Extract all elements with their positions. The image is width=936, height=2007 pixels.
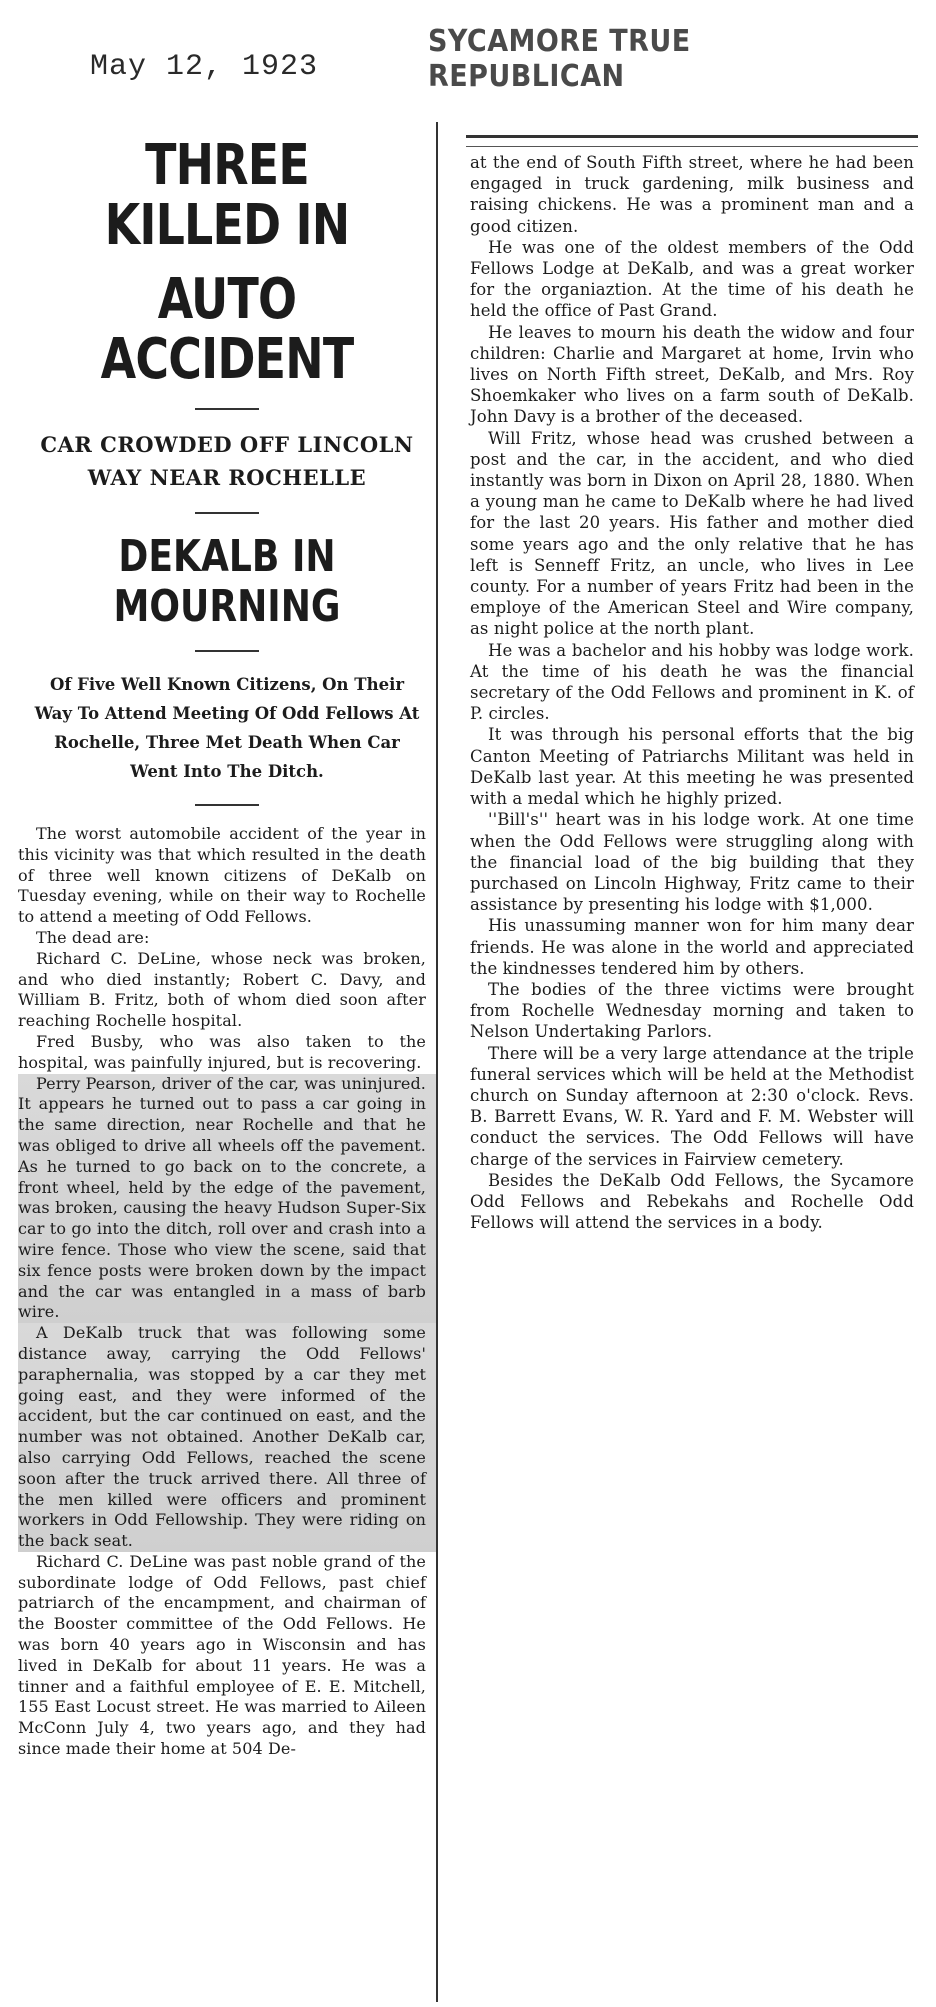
publication-date: May 12, 1923	[90, 50, 319, 84]
paragraph: There will be a very large attendance at the triple funeral services which will be held at the Methodist church on Sunday afternoon at 2:30 o'clock. Revs. B. Barrett Evans, W. R. Yard and F. M. Webster will conduct the services. The Odd Fellows will have charge of the services in Fairview cemetery.	[470, 1043, 914, 1169]
headline-line-1: THREE KILLED IN	[104, 133, 350, 258]
paragraph: Besides the DeKalb Odd Fellows, the Sycamore Odd Fellows and Rebekahs and Rochelle Odd Fellows will attend the services in a body.	[470, 1170, 914, 1233]
paragraph: He was one of the oldest members of the Odd Fellows Lodge at DeKalb, and was a great worker for the organiaztion. At the time of his death he held the office of Past Grand.	[470, 237, 914, 321]
paragraph: He leaves to mourn his death the widow and four children: Charlie and Margaret at home, Irvin who lives on North Fifth street, DeKalb, and Mrs. Roy Shoemkaker who lives on a farm south of DeKalb. John Davy is a brother of the deceased.	[470, 322, 914, 427]
headline-divider	[195, 408, 259, 410]
paragraph: His unassuming manner won for him many dear friends. He was alone in the world and appreciated the kindnesses tendered him by others.	[470, 916, 914, 978]
subhead-line-1: CAR CROWDED OFF LINCOLN	[40, 432, 414, 457]
deck-divider	[195, 804, 259, 806]
paragraph: Perry Pearson, driver of the car, was uninjured. It appears he turned out to pass a car going in the same direction, near Rochelle and that he was obliged to drive all wheels off the pavement. As he turned to go back on to the concrete, a front wheel, held by the edge of the pavement, was broken, causing the heavy Hudson Super-Six car to go into the ditch, roll over and crash into a wire fence. Those who view the scene, said that six fence posts were broken down by the impact and the car was entangled in a mass of barb wire.	[18, 1074, 436, 1324]
article-column-right	[470, 122, 914, 2002]
paragraph: A DeKalb truck that was following some distance away, carrying the Odd Fellows' paraphernalia, was stopped by a car they met going east, and they were informed of the accident, but the car continued on east, and the number was not obtained. Another DeKalb car, also carrying Odd Fellows, reached the scene soon after the truck arrived there. All three of the men killed were officers and prominent workers in Odd Fellowship. They were riding on the back seat.	[18, 1323, 436, 1552]
paragraph: Richard C. DeLine, whose neck was broken, and who died instantly; Robert C. Davy, and William B. Fritz, both of whom died soon after reaching Rochelle hospital.	[18, 948, 426, 1031]
headline-deck: Of Five Well Known Citizens, On Their Way To Attend Meeting Of Odd Fellows At Rochelle, Three Met Death When Car Went Into The Ditch.	[34, 675, 420, 781]
paragraph: Fred Busby, who was also taken to the hospital, was painfully injured, but is recovering.	[18, 1031, 426, 1072]
paragraph: The bodies of the three victims were brought from Rochelle Wednesday morning and taken to Nelson Undertaking Parlors.	[470, 979, 914, 1042]
paragraph: The worst automobile accident of the year in this vicinity was that which resulted in the death of three well known citizens of DeKalb on Tuesday evening, while on their way to Rochelle to attend a meeting of Odd Fellows.	[18, 824, 426, 927]
paragraph: at the end of South Fifth street, where he had been engaged in truck gardening, milk business and raising chickens. He was a prominent man and a good citizen.	[470, 153, 914, 236]
headline-line-2: AUTO ACCIDENT	[100, 267, 354, 392]
paragraph: Richard C. DeLine was past noble grand of the subordinate lodge of Odd Fellows, past chief patriarch of the encampment, and chairman of the Booster committee of the Odd Fellows. He was born 40 years ago in Wisconsin and has lived in DeKalb for about 11 years. He was a tinner and a faithful employee of E. E. Mitchell, 155 East Locust street. He was married to Aileen McConn July 4, two years ago, and they had since made their home at 504 De-	[18, 1551, 426, 1759]
secondary-headline-divider	[195, 650, 259, 652]
paragraph: Will Fritz, whose head was crushed between a post and the car, in the accident, and who died instantly was born in Dixon on April 28, 1880. When a young man he came to DeKalb where he had lived for the last 20 years. His father and mother died some years ago and the only relative that he has left is Senneff Fritz, an uncle, who lives in Lee county. For a number of years Fritz had been in the employe of the American Steel and Wire company, as night police at the north plant.	[470, 428, 914, 639]
article-column-left	[18, 122, 438, 2002]
paragraph: He was a bachelor and his hobby was lodge work. At the time of his death he was the financial secretary of the Odd Fellows and prominent in K. of P. circles.	[470, 640, 914, 724]
paragraph: The dead are:	[36, 927, 150, 947]
paragraph: It was through his personal efforts that the big Canton Meeting of Patriarchs Militant was held in DeKalb last year. At this meeting he was presented with a medal which he highly prized.	[470, 725, 914, 809]
secondary-headline: DEKALB IN MOURNING	[113, 531, 341, 632]
subhead-line-2: WAY NEAR ROCHELLE	[87, 465, 367, 490]
newspaper-masthead: SYCAMORE TRUE REPUBLICAN	[428, 24, 691, 94]
paragraph: ''Bill's'' heart was in his lodge work. At one time when the Odd Fellows were struggling along with the financial load of the big building that they purchased on Lincoln Highway, Fritz came to their assistance by presenting his lodge with $1,000.	[470, 810, 914, 915]
subhead-divider	[195, 512, 259, 514]
